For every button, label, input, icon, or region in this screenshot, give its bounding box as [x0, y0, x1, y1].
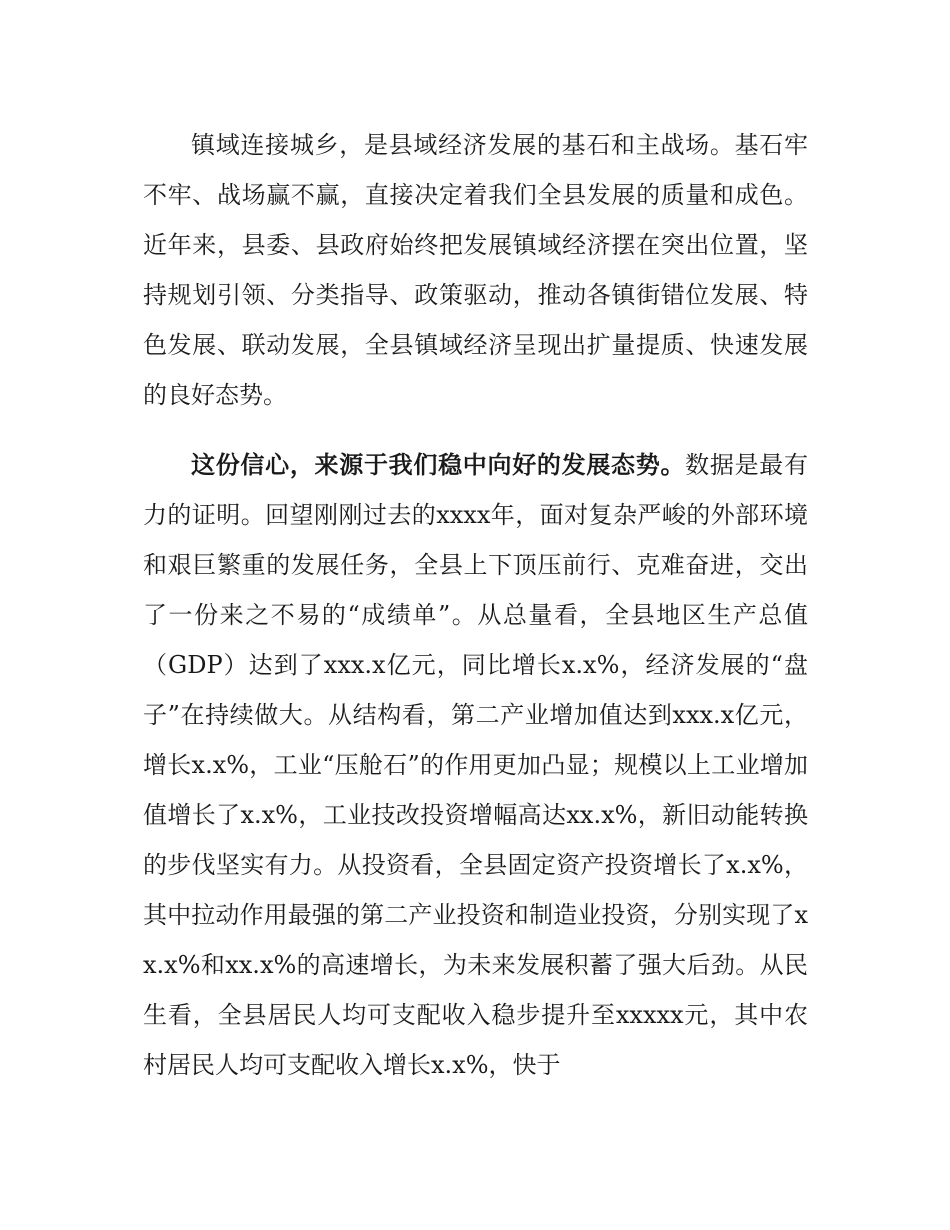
document-body: [143, 120, 808, 1090]
paragraph-2-lead: 这份信心，来源于我们稳中向好的发展态势。: [191, 451, 686, 479]
paragraph-2: [143, 440, 808, 1090]
paragraph-1: [143, 120, 808, 420]
paragraph-1-text: 镇域连接城乡，是县域经济发展的基石和主战场。基石牢不牢、战场赢不赢，直接决定着我们全县发展的质量和成色。近年来，县委、县政府始终把发展镇域经济摆在突出位置，坚持规划引领、分类指导、政策驱动，推动各镇街错位发展、特色发展、联动发展，全县镇域经济呈现出扩量提质、快速发展的良好态势。: [143, 131, 808, 409]
paragraph-2-text: 数据是最有力的证明。回望刚刚过去的xxxx年，面对复杂严峻的外部环境和艰巨繁重的发展任务，全县上下顶压前行、克难奋进，交出了一份来之不易的“成绩单”。从总量看，全县地区生产总值（GDP）达到了xxx.x亿元，同比增长x.x%，经济发展的“盘子”在持续做大。从结构看，第二产业增加值达到xxx.x亿元，增长x.x%，工业“压舱石”的作用更加凸显；规模以上工业增加值增长了x.x%，工业技改投资增幅高达xx.x%，新旧动能转换的步伐坚实有力。从投资看，全县固定资产投资增长了x.x%，其中拉动作用最强的第二产业投资和制造业投资，分别实现了xx.x%和xx.x%的高速增长，为未来发展积蓄了强大后劲。从民生看，全县居民人均可支配收入稳步提升至xxxxx元，其中农村居民人均可支配收入增长x.x%，快于: [143, 451, 809, 1079]
